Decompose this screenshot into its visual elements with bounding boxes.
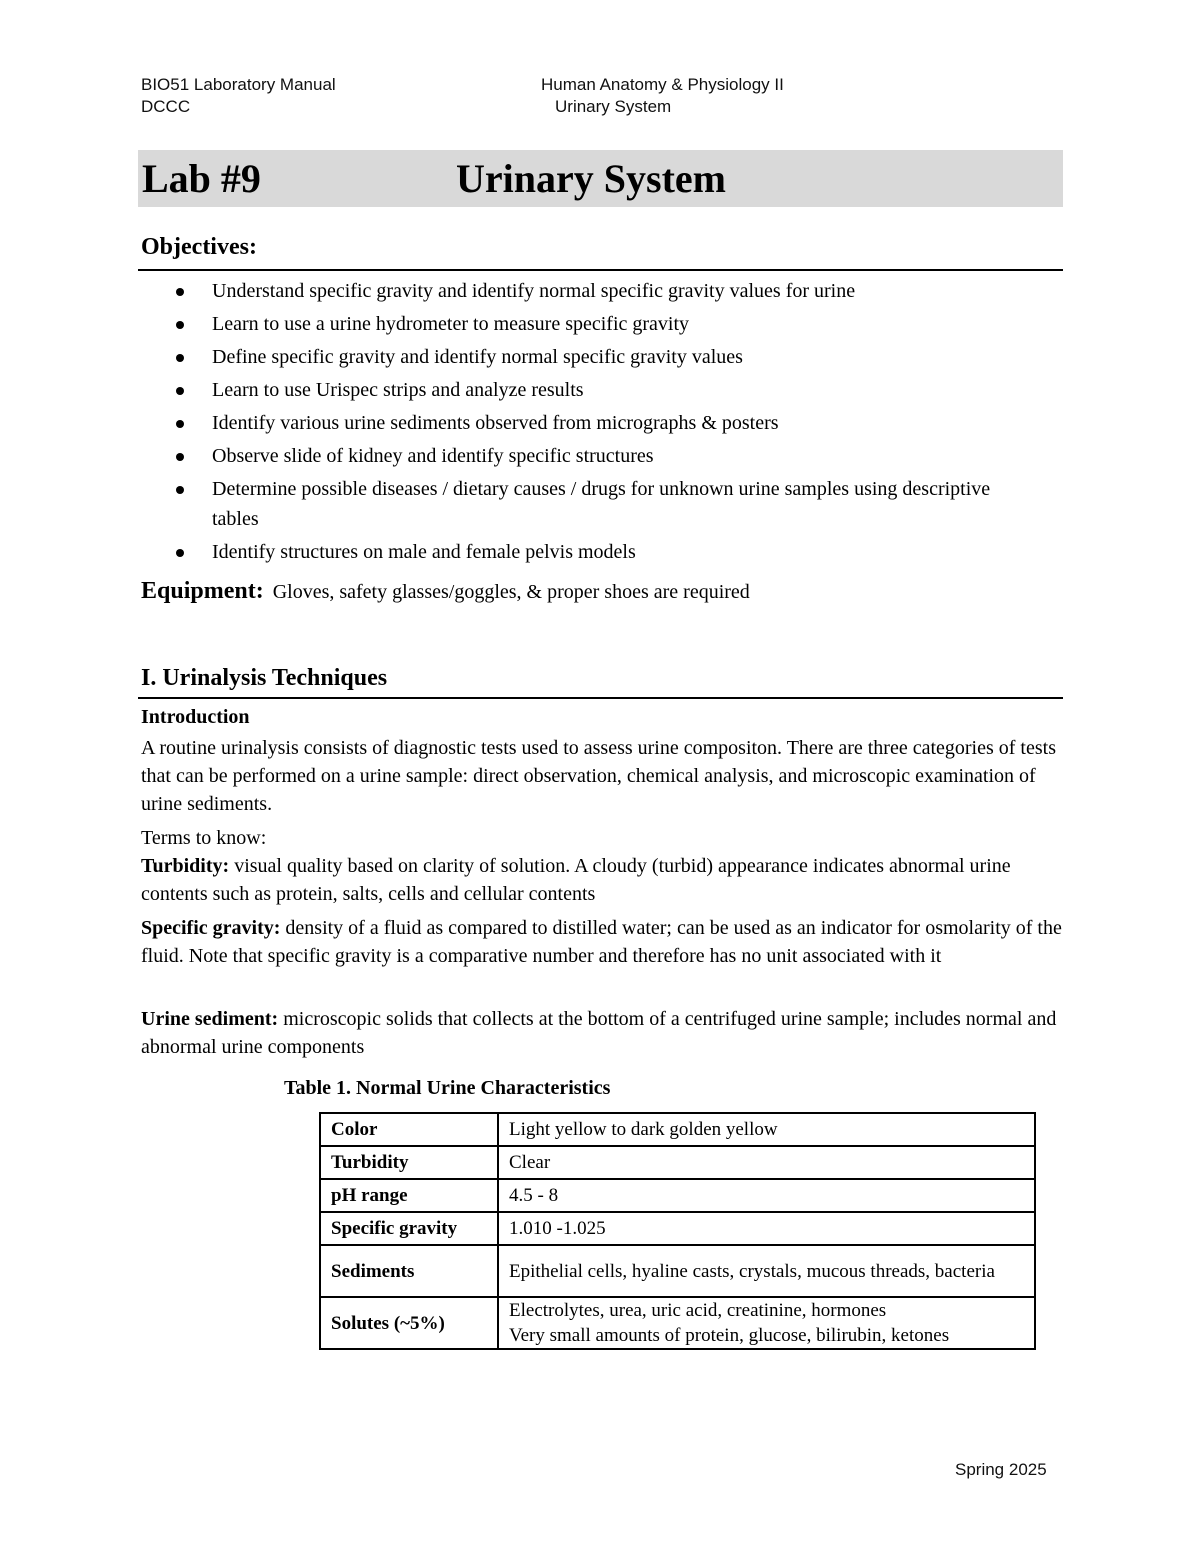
table-row bbox=[320, 1245, 1035, 1297]
table-row bbox=[320, 1146, 1035, 1179]
lab-number: Lab #9 bbox=[142, 156, 261, 201]
table-key: Sediments bbox=[320, 1245, 498, 1297]
term-name: Turbidity: bbox=[141, 855, 230, 877]
header-left bbox=[141, 74, 336, 118]
table-row bbox=[320, 1212, 1035, 1245]
term-definition: microscopic solids that collects at the bottom of a centrifuged urine sample; includes normal and abnormal urine components bbox=[141, 1008, 1057, 1058]
table-key: Specific gravity bbox=[320, 1212, 498, 1245]
table-key: Color bbox=[320, 1113, 498, 1146]
equipment-label: Equipment: bbox=[141, 578, 264, 604]
equipment-line bbox=[141, 578, 750, 605]
objectives-rule bbox=[138, 269, 1063, 271]
term-definition: density of a fluid as compared to distilled water; can be used as an indicator for osmolarity of the fluid. Note that specific gravity is a comparative number and therefore has no unit associated with it bbox=[141, 917, 1062, 967]
objectives-list bbox=[141, 276, 1041, 570]
objective-item: Learn to use Urispec strips and analyze results bbox=[141, 375, 1041, 405]
objective-item: Determine possible diseases / dietary causes / drugs for unknown urine samples using descriptive tables bbox=[141, 474, 1041, 534]
term-turbidity bbox=[141, 852, 1066, 908]
term-urine-sediment bbox=[141, 1005, 1066, 1061]
term-name: Specific gravity: bbox=[141, 917, 281, 939]
header-manual-title: BIO51 Laboratory Manual bbox=[141, 75, 336, 94]
equipment-text: Gloves, safety glasses/goggles, & proper shoes are required bbox=[272, 581, 750, 603]
header-right bbox=[541, 74, 784, 118]
lab-title-bar bbox=[138, 150, 1063, 207]
table-value: Light yellow to dark golden yellow bbox=[498, 1113, 1035, 1146]
header-topic: Urinary System bbox=[555, 97, 672, 116]
objective-item: Identify structures on male and female pelvis models bbox=[141, 537, 1041, 567]
table-row bbox=[320, 1113, 1035, 1146]
table-value: 1.010 -1.025 bbox=[498, 1212, 1035, 1245]
table-row bbox=[320, 1297, 1035, 1349]
table-row bbox=[320, 1179, 1035, 1212]
section1-rule bbox=[138, 697, 1063, 699]
objective-item: Observe slide of kidney and identify specific structures bbox=[141, 441, 1041, 471]
term-definition: visual quality based on clarity of solution. A cloudy (turbid) appearance indicates abnormal urine contents such as protein, salts, cells and cellular contents bbox=[141, 855, 1011, 905]
normal-urine-table bbox=[319, 1112, 1036, 1350]
term-specific-gravity bbox=[141, 914, 1066, 970]
objective-item: Understand specific gravity and identify normal specific gravity values for urine bbox=[141, 276, 1041, 306]
objective-item: Learn to use a urine hydrometer to measure specific gravity bbox=[141, 309, 1041, 339]
terms-label: Terms to know: bbox=[141, 827, 267, 849]
table-value: Electrolytes, urea, uric acid, creatinine, hormones Very small amounts of protein, glucose, bilirubin, ketones bbox=[498, 1297, 1035, 1349]
header-institution: DCCC bbox=[141, 97, 191, 116]
introduction-text: A routine urinalysis consists of diagnostic tests used to assess urine compositon. There are three categories of tests that can be performed on a urine sample: direct observation, chemical analysis, and microscopic examination of urine sediments. bbox=[141, 737, 1056, 815]
objective-item: Identify various urine sediments observed from micrographs & posters bbox=[141, 408, 1041, 438]
table-value: Clear bbox=[498, 1146, 1035, 1179]
objective-item: Define specific gravity and identify normal specific gravity values bbox=[141, 342, 1041, 372]
header-course: Human Anatomy & Physiology II bbox=[541, 75, 784, 94]
objectives-heading: Objectives: bbox=[141, 234, 257, 260]
introduction-heading: Introduction bbox=[141, 706, 250, 728]
term-name: Urine sediment: bbox=[141, 1008, 279, 1030]
table-caption: Table 1. Normal Urine Characteristics bbox=[284, 1077, 611, 1099]
table-key: Solutes (~5%) bbox=[320, 1297, 498, 1349]
table-value: 4.5 - 8 bbox=[498, 1179, 1035, 1212]
table-value: Epithelial cells, hyaline casts, crystals, mucous threads, bacteria bbox=[498, 1245, 1035, 1297]
section1-heading: I. Urinalysis Techniques bbox=[141, 665, 388, 691]
lab-name: Urinary System bbox=[456, 156, 726, 201]
footer-term: Spring 2025 bbox=[955, 1460, 1047, 1479]
table-key: pH range bbox=[320, 1179, 498, 1212]
table-key: Turbidity bbox=[320, 1146, 498, 1179]
